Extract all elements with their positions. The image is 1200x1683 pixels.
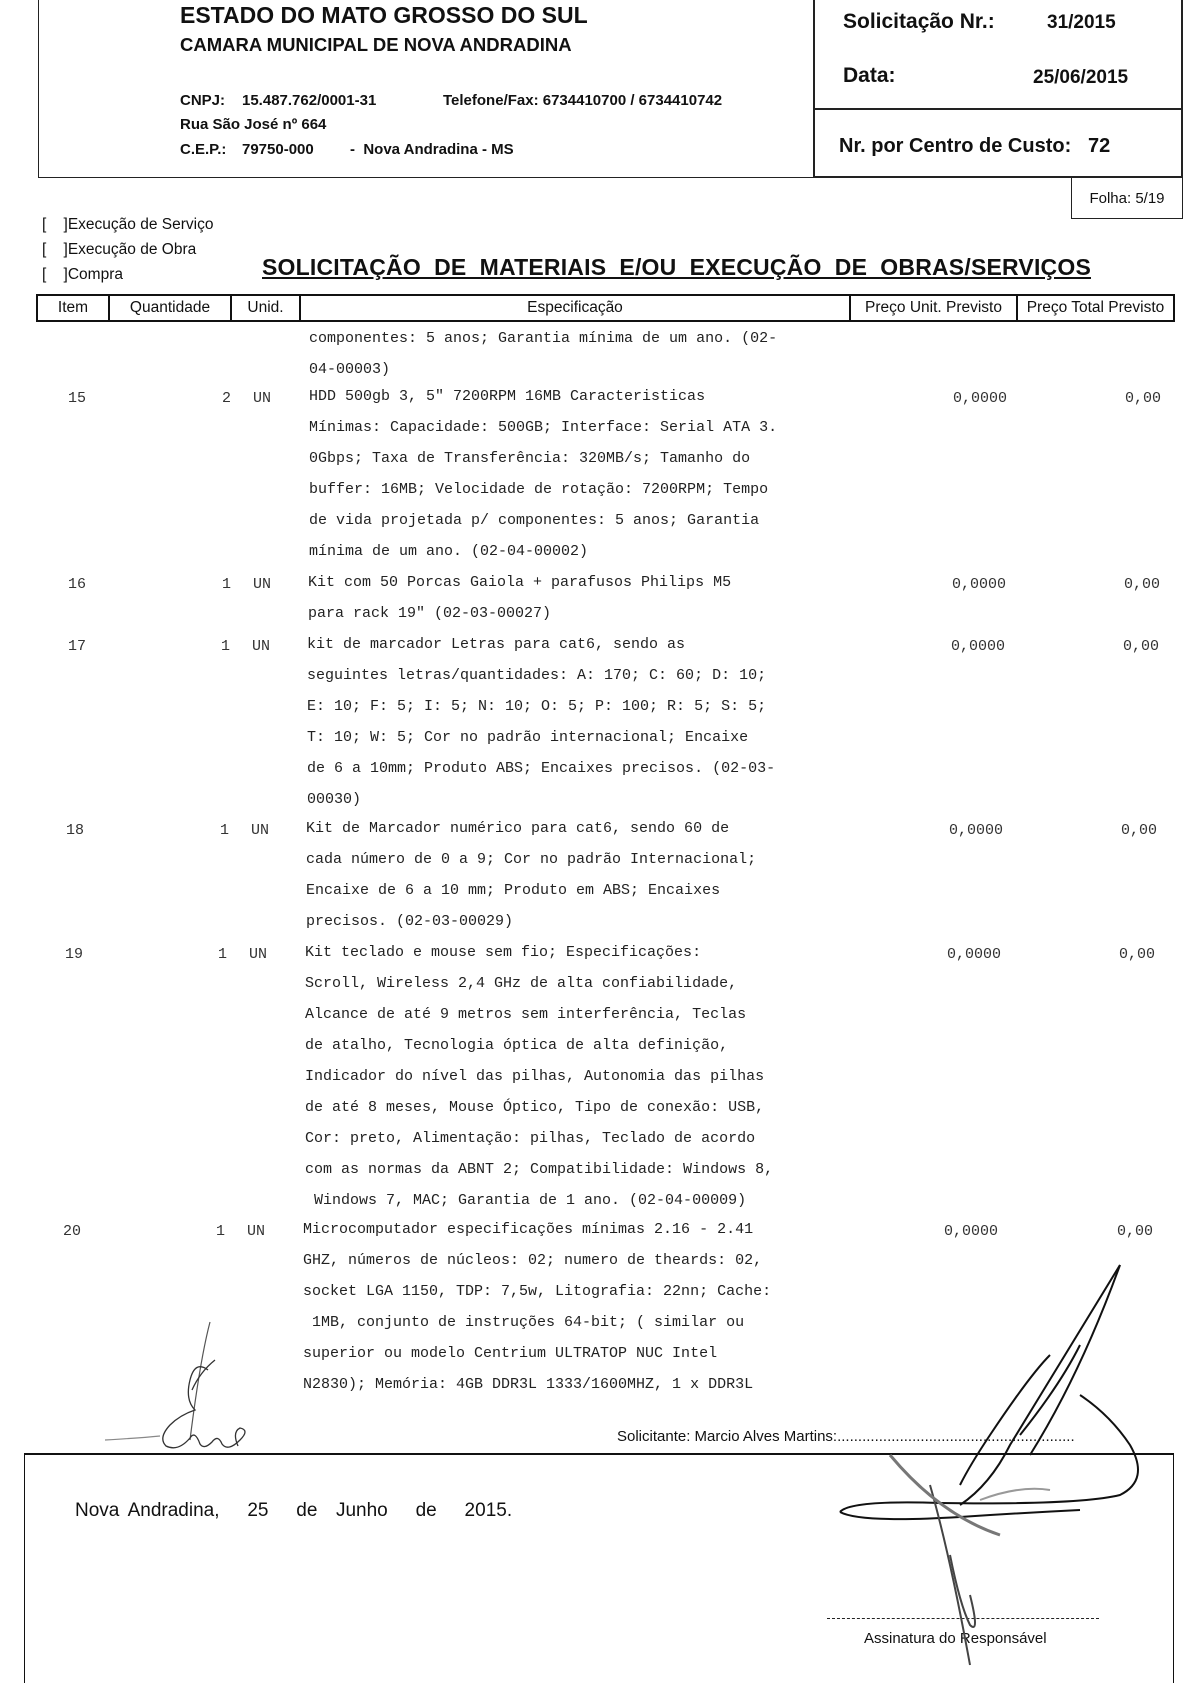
spec-line: com as normas da ABNT 2; Compatibilidade: Windows 8, [305,1161,774,1178]
spec-line: Microcomputador especificações mínimas 2.16 - 2.41 [303,1221,754,1238]
spec-line: Alcance de até 9 metros sem interferência, Teclas [305,1006,747,1023]
spec-line: 04-00003) [309,361,391,378]
city-state: - Nova Andradina - MS [350,141,514,158]
col-quantity: Quantidade [110,296,232,320]
spec-line: superior ou modelo Centrium ULTRATOP NUC Intel [303,1345,718,1362]
checkbox-mark: [ ] [42,216,68,233]
signature-left-icon [100,1320,300,1460]
requester-line: Solicitante: Marcio Alves Martins:......................................................... [617,1428,1075,1445]
item-specification [305,937,773,1216]
col-unit-price: Preço Unit. Previsto [851,296,1018,320]
place-and-date: Nova Andradina, 25 de Junho de 2015. [75,1500,513,1521]
approval-box [24,1453,1174,1683]
col-specification: Especificação [301,296,851,320]
date-value: 25/06/2015 [1033,67,1129,88]
cnpj-value: 15.487.762/0001-31 [242,92,377,109]
spec-line: para rack 19" (02-03-00027) [308,605,552,622]
option-execucao-servico[interactable] [42,216,213,234]
phone-fax: Telefone/Fax: 6734410700 / 6734410742 [443,92,723,109]
spec-line: E: 10; F: 5; I: 5; N: 10; O: 5; P: 100; R: 5; S: 5; [307,698,767,715]
item-total-price: 0,00 [1121,822,1158,839]
item-number: 18 [66,822,85,839]
cost-center-value: 72 [1088,135,1111,157]
spec-line: 0Gbps; Taxa de Transferência: 320MB/s; Tamanho do [309,450,751,467]
spec-line: N2830); Memória: 4GB DDR3L 1333/1600MHZ, 1 x DDR3L [303,1376,754,1393]
spec-continuation [309,323,777,385]
spec-line: Scroll, Wireless 2,4 GHz de alta confiabilidade, [305,975,738,992]
item-specification [303,1214,771,1400]
col-unit: Unid. [232,296,301,320]
item-unit: UN [251,822,270,839]
item-number: 19 [65,946,84,963]
item-unit: UN [252,638,271,655]
option-compra[interactable] [42,266,123,284]
date-label: Data: [843,64,896,87]
spec-line: Windows 7, MAC; Garantia de 1 ano. (02-04-00009) [305,1192,747,1209]
spec-line: Kit com 50 Porcas Gaiola + parafusos Philips M5 [308,574,732,591]
item-total-price: 0,00 [1119,946,1156,963]
option-label: Execução de Obra [67,241,197,258]
item-unit: UN [249,946,268,963]
item-unit-price: 0,0000 [953,390,1008,407]
item-unit-price: 0,0000 [952,576,1007,593]
address: Rua São José nº 664 [180,116,327,133]
option-label: Compra [67,266,123,283]
spec-line: buffer: 16MB; Velocidade de rotação: 7200RPM; Tempo [309,481,769,498]
spec-line: seguintes letras/quantidades: A: 170; C: 60; D: 10; [307,667,767,684]
request-box-divider [815,108,1181,110]
checkbox-mark: [ ] [42,266,68,283]
item-specification [306,813,756,937]
spec-line: Cor: preto, Alimentação: pilhas, Teclado de acordo [305,1130,756,1147]
spec-line: mínima de um ano. (02-04-00002) [309,543,589,560]
request-number-label: Solicitação Nr.: [843,10,995,33]
spec-line: cada número de 0 a 9; Cor no padrão Internacional; [306,851,757,868]
item-quantity: 1 [222,576,232,593]
item-specification [309,381,777,567]
spec-line: precisos. (02-03-00029) [306,913,514,930]
sheet-number: Folha: 5/19 [1071,178,1183,219]
item-unit-price: 0,0000 [944,1223,999,1240]
spec-line: GHZ, números de núcleos: 02; numero de theards: 02, [303,1252,763,1269]
spec-line: 1MB, conjunto de instruções 64-bit; ( similar ou [303,1314,745,1331]
option-execucao-obra[interactable] [42,241,196,259]
item-unit: UN [253,576,272,593]
item-total-price: 0,00 [1123,638,1160,655]
checkbox-mark: [ ] [42,241,68,258]
spec-line: Mínimas: Capacidade: 500GB; Interface: Serial ATA 3. [309,419,778,436]
item-specification [308,567,731,629]
item-quantity: 1 [216,1223,226,1240]
item-total-price: 0,00 [1117,1223,1154,1240]
item-number: 15 [68,390,87,407]
spec-line: Indicador do nível das pilhas, Autonomia das pilhas [305,1068,765,1085]
cost-center-label: Nr. por Centro de Custo: [839,135,1072,157]
spec-line: de até 8 meses, Mouse Óptico, Tipo de conexão: USB, [305,1099,765,1116]
spec-line: Kit de Marcador numérico para cat6, sendo 60 de [306,820,730,837]
cnpj-label: CNPJ: [180,92,226,109]
item-total-price: 0,00 [1125,390,1162,407]
col-total-price: Preço Total Previsto [1026,299,1165,316]
item-unit: UN [247,1223,266,1240]
spec-line: kit de marcador Letras para cat6, sendo as [307,636,686,653]
institution-name: CAMARA MUNICIPAL DE NOVA ANDRADINA [180,34,572,55]
table-header [36,294,1175,322]
item-quantity: 1 [218,946,228,963]
item-unit-price: 0,0000 [947,946,1002,963]
document-title: SOLICITAÇÃO DE MATERIAIS E/OU EXECUÇÃO DE OBRAS/SERVIÇOS [262,254,1091,280]
item-quantity: 2 [222,390,232,407]
item-total-price: 0,00 [1124,576,1161,593]
spec-line: Kit teclado e mouse sem fio; Especificações: [305,944,702,961]
spec-line: de atalho, Tecnologia óptica de alta definição, [305,1037,729,1054]
signature-line [827,1618,1099,1619]
spec-line: componentes: 5 anos; Garantia mínima de um ano. (02- [309,330,778,347]
spec-line: Encaixe de 6 a 10 mm; Produto em ABS; Encaixes [306,882,721,899]
item-unit-price: 0,0000 [949,822,1004,839]
request-number-value: 31/2015 [1047,12,1116,33]
state-name: ESTADO DO MATO GROSSO DO SUL [180,2,588,28]
col-item: Item [38,296,110,320]
item-unit-price: 0,0000 [951,638,1006,655]
item-unit: UN [253,390,272,407]
cep-label: C.E.P.: [180,141,227,158]
spec-line: 00030) [307,791,362,808]
option-label: Execução de Serviço [67,216,214,233]
spec-line: de 6 a 10mm; Produto ABS; Encaixes precisos. (02-03- [307,760,776,777]
item-specification [307,629,775,815]
responsible-signature-label: Assinatura do Responsável [864,1630,1047,1647]
spec-line: de vida projetada p/ componentes: 5 anos; Garantia [309,512,760,529]
cep-value: 79750-000 [242,141,314,158]
item-number: 17 [68,638,87,655]
item-number: 20 [63,1223,82,1240]
spec-line: HDD 500gb 3, 5" 7200RPM 16MB Caracteristicas [309,388,706,405]
spec-line: socket LGA 1150, TDP: 7,5w, Litografia: 22nn; Cache: [303,1283,772,1300]
spec-line: T: 10; W: 5; Cor no padrão internacional; Encaixe [307,729,749,746]
item-quantity: 1 [221,638,231,655]
item-quantity: 1 [220,822,230,839]
item-number: 16 [68,576,87,593]
